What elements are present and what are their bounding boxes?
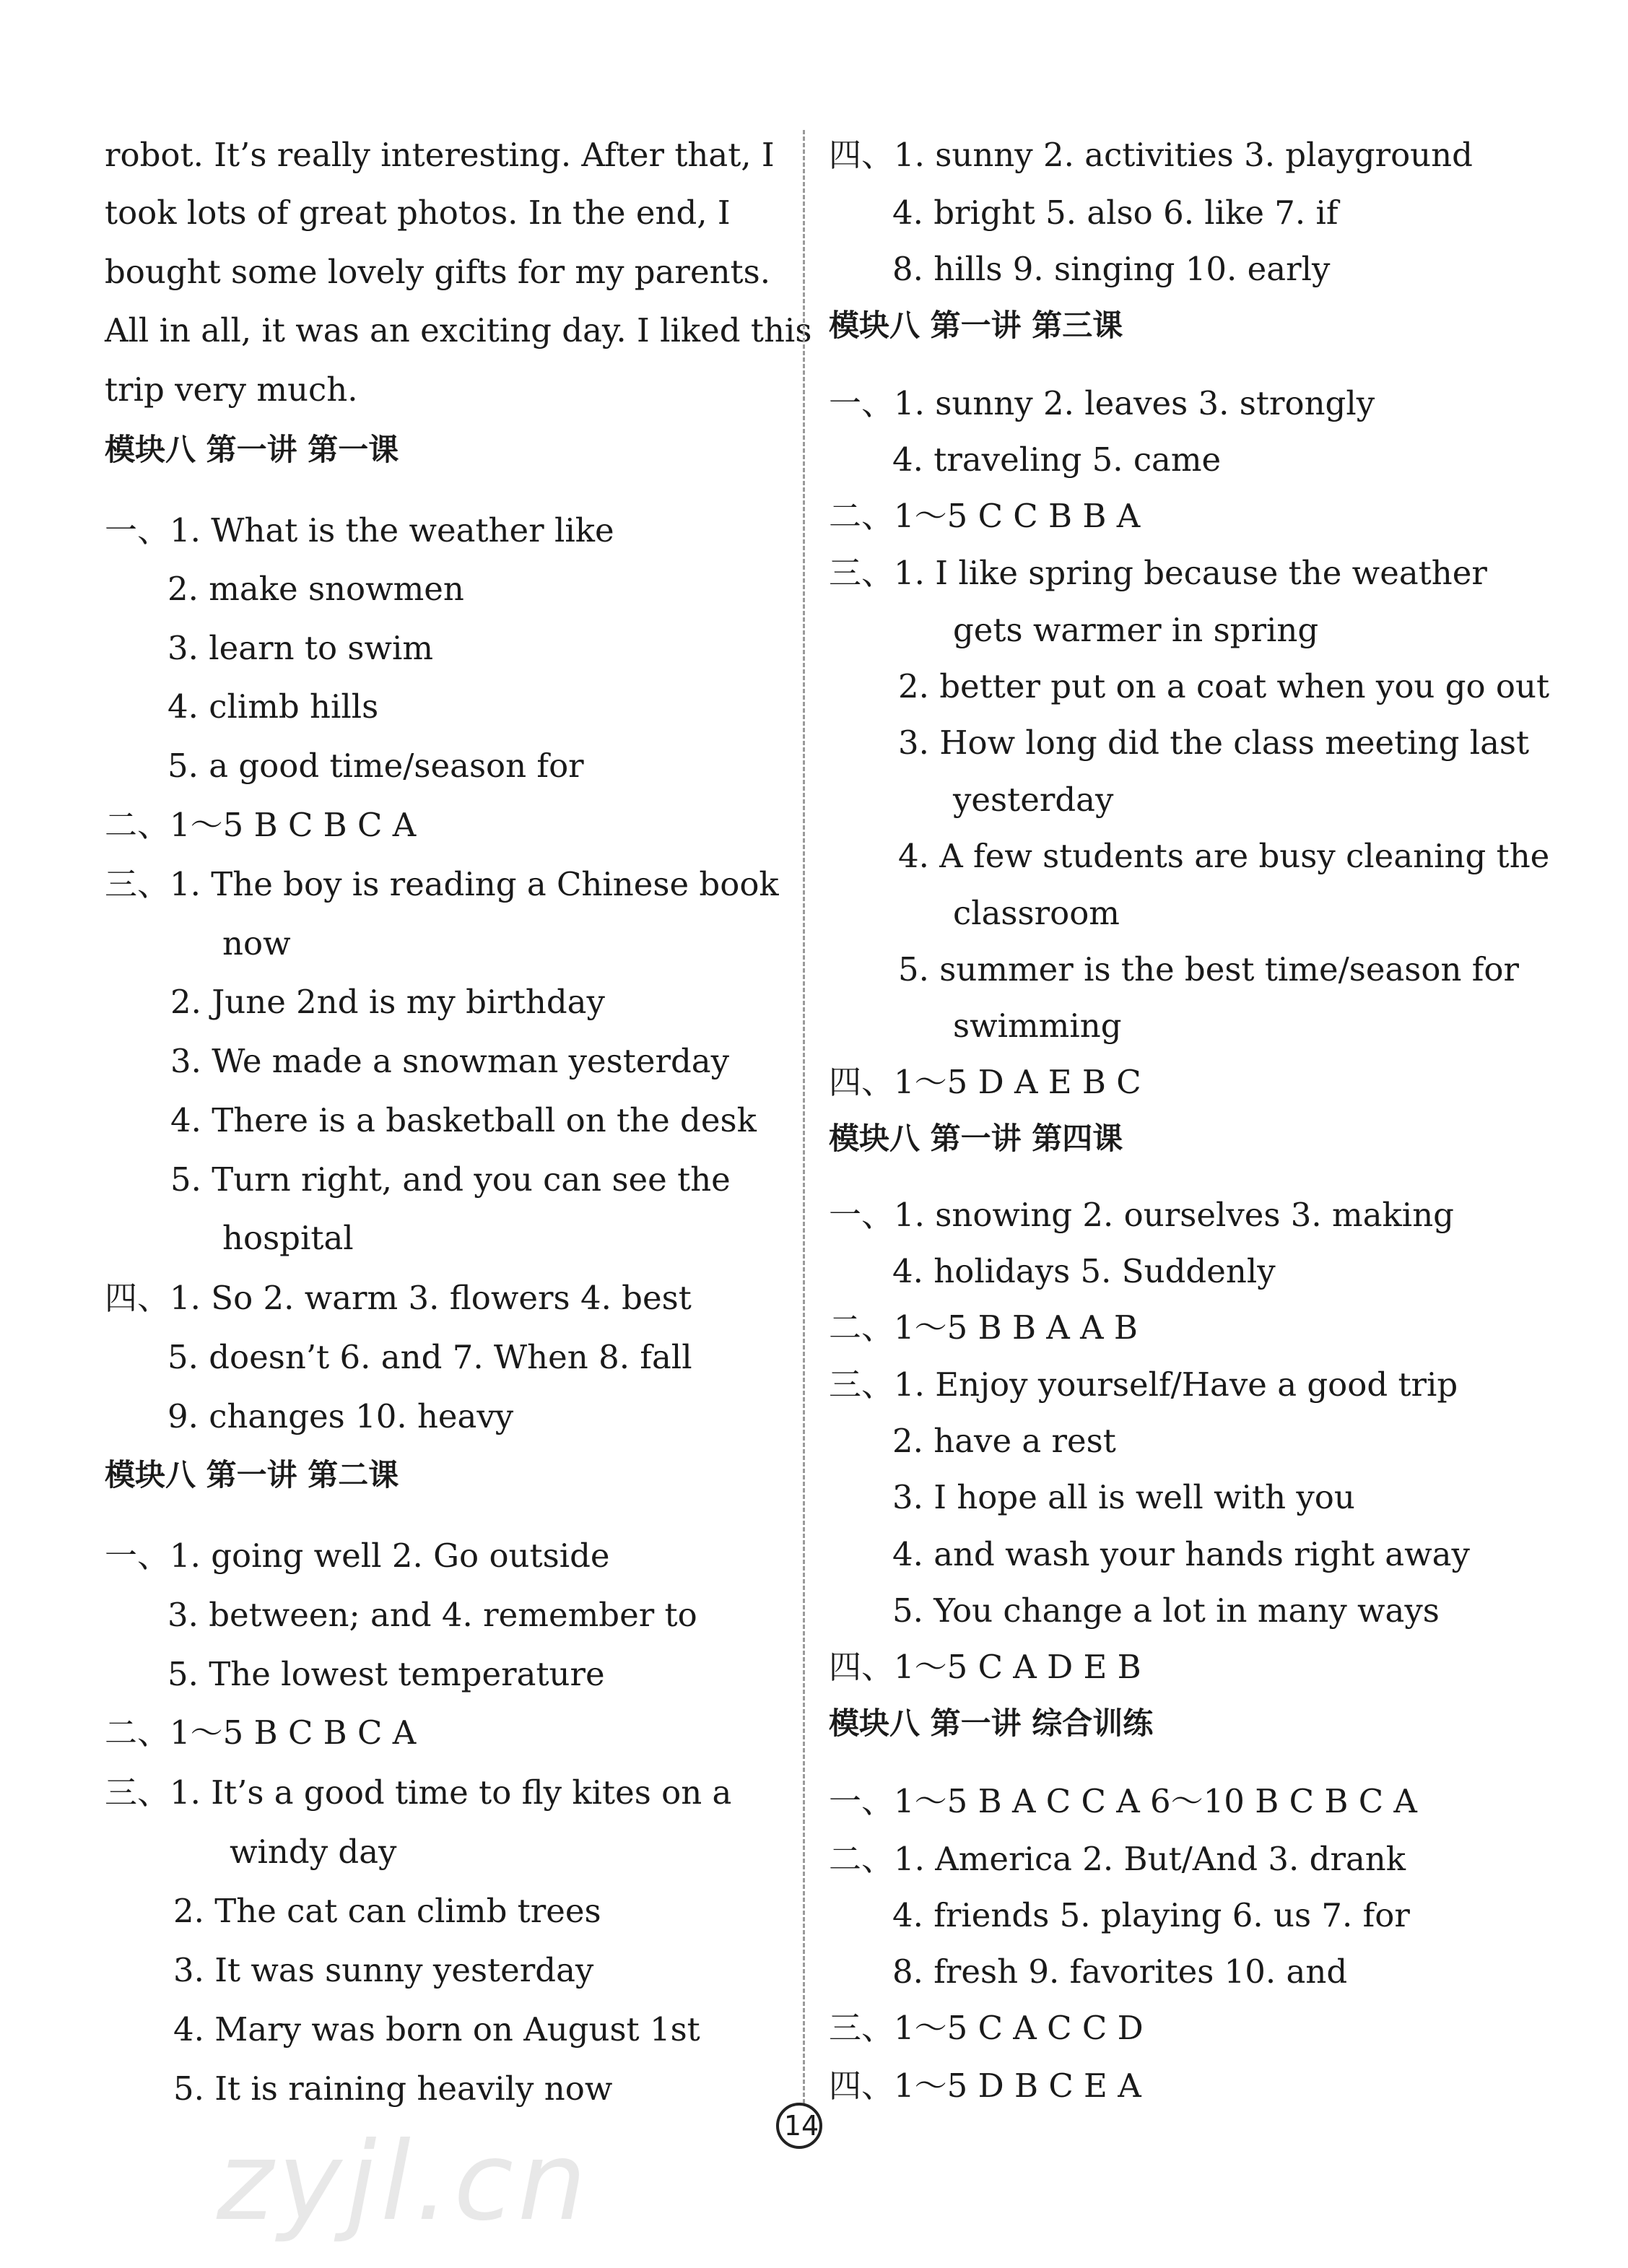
answer-line: 2. make snowmen	[167, 570, 464, 608]
answer-line: 4. There is a basketball on the desk	[170, 1101, 757, 1139]
answer-line: 8. fresh 9. favorites 10. and	[892, 1952, 1348, 1991]
answer-line: yesterday	[953, 781, 1114, 819]
answer-line: 四、1. sunny 2. activities 3. playground	[829, 136, 1473, 174]
answer-line: 3. I hope all is well with you	[892, 1478, 1355, 1516]
answer-line: 5. a good time/season for	[167, 747, 584, 785]
answer-line: 二、1～5 B C B C A	[105, 1713, 417, 1752]
answer-line: 2. The cat can climb trees	[173, 1892, 601, 1930]
page-number-text: 14	[783, 2110, 819, 2142]
answer-line: windy day	[230, 1833, 397, 1871]
answer-line: 四、1～5 D A E B C	[829, 1063, 1141, 1101]
answer-line: 4. traveling 5. came	[892, 440, 1222, 479]
intro-line: All in all, it was an exciting day. I liked this	[105, 311, 812, 349]
section-heading-review: 模块八 第一讲 综合训练	[829, 1706, 1154, 1741]
answer-line: 4. and wash your hands right away	[892, 1535, 1470, 1573]
answer-line: 5. You change a lot in many ways	[892, 1591, 1440, 1630]
answer-line: 四、1～5 D B C E A	[829, 2067, 1141, 2105]
answer-line: 5. Turn right, and you can see the	[170, 1160, 731, 1199]
answer-line: 三、1. It’s a good time to fly kites on a	[105, 1773, 732, 1812]
answer-line: now	[222, 924, 291, 963]
section-heading-lesson-3: 模块八 第一讲 第三课	[829, 308, 1123, 343]
page-number	[776, 2103, 822, 2149]
answer-line: 四、1. So 2. warm 3. flowers 4. best	[105, 1279, 692, 1317]
answer-line: 8. hills 9. singing 10. early	[892, 250, 1331, 288]
answer-line: 三、1. The boy is reading a Chinese book	[105, 865, 779, 903]
answer-line: 5. The lowest temperature	[167, 1655, 605, 1693]
section-heading-lesson-1: 模块八 第一讲 第一课	[105, 432, 399, 467]
answer-line: 二、1. America 2. But/And 3. drank	[829, 1840, 1406, 1878]
answer-line: 9. changes 10. heavy	[167, 1397, 514, 1435]
intro-line: trip very much.	[105, 370, 358, 409]
answer-line: 一、1. What is the weather like	[105, 511, 614, 549]
answer-line: 4. climb hills	[167, 687, 379, 726]
answer-line: 2. better put on a coat when you go out	[898, 667, 1550, 705]
answer-line: 4. A few students are busy cleaning the	[898, 837, 1550, 875]
answer-line: 二、1～5 B C B C A	[105, 806, 417, 844]
answer-line: 3. between; and 4. remember to	[167, 1596, 697, 1634]
answer-line: 4. Mary was born on August 1st	[173, 2010, 700, 2048]
answer-line: 4. holidays 5. Suddenly	[892, 1252, 1276, 1290]
watermark: zyjl.cn	[217, 2119, 591, 2245]
answer-line: 一、1. going well 2. Go outside	[105, 1537, 610, 1575]
answer-line: 三、1. I like spring because the weather	[829, 554, 1487, 592]
answer-line: 2. June 2nd is my birthday	[170, 983, 605, 1021]
answer-line: 2. have a rest	[892, 1422, 1116, 1460]
section-heading-lesson-2: 模块八 第一讲 第二课	[105, 1457, 399, 1493]
answer-line: 3. It was sunny yesterday	[173, 1951, 594, 1989]
section-heading-lesson-4: 模块八 第一讲 第四课	[829, 1121, 1123, 1156]
intro-line: bought some lovely gifts for my parents.	[105, 253, 771, 291]
answer-line: 三、1. Enjoy yourself/Have a good trip	[829, 1365, 1458, 1404]
answer-line: 5. summer is the best time/season for	[898, 950, 1520, 989]
answer-line: 5. It is raining heavily now	[173, 2069, 613, 2108]
answer-line: 3. We made a snowman yesterday	[170, 1042, 730, 1080]
answer-line: 4. bright 5. also 6. like 7. if	[892, 194, 1338, 232]
answer-line: 4. friends 5. playing 6. us 7. for	[892, 1896, 1410, 1934]
answer-line: 一、1～5 B A C C A 6～10 B C B C A	[829, 1782, 1417, 1820]
answer-line: 四、1～5 C A D E B	[829, 1648, 1141, 1686]
answer-line: classroom	[953, 894, 1120, 932]
answer-line: hospital	[222, 1219, 354, 1257]
answer-line: 3. How long did the class meeting last	[898, 724, 1530, 762]
answer-line: 二、1～5 B B A A B	[829, 1308, 1138, 1347]
answer-line: gets warmer in spring	[953, 611, 1319, 649]
intro-line: robot. It’s really interesting. After that, I	[105, 136, 775, 174]
answer-line: 5. doesn’t 6. and 7. When 8. fall	[167, 1338, 692, 1376]
intro-line: took lots of great photos. In the end, I	[105, 194, 731, 232]
answer-line: 二、1～5 C C B B A	[829, 497, 1141, 535]
answer-line: swimming	[953, 1007, 1122, 1045]
answer-line: 一、1. sunny 2. leaves 3. strongly	[829, 384, 1375, 422]
answer-line: 三、1～5 C A C C D	[829, 2009, 1144, 2047]
answer-line: 一、1. snowing 2. ourselves 3. making	[829, 1196, 1454, 1234]
answer-line: 3. learn to swim	[167, 629, 434, 667]
column-divider	[803, 130, 805, 2123]
